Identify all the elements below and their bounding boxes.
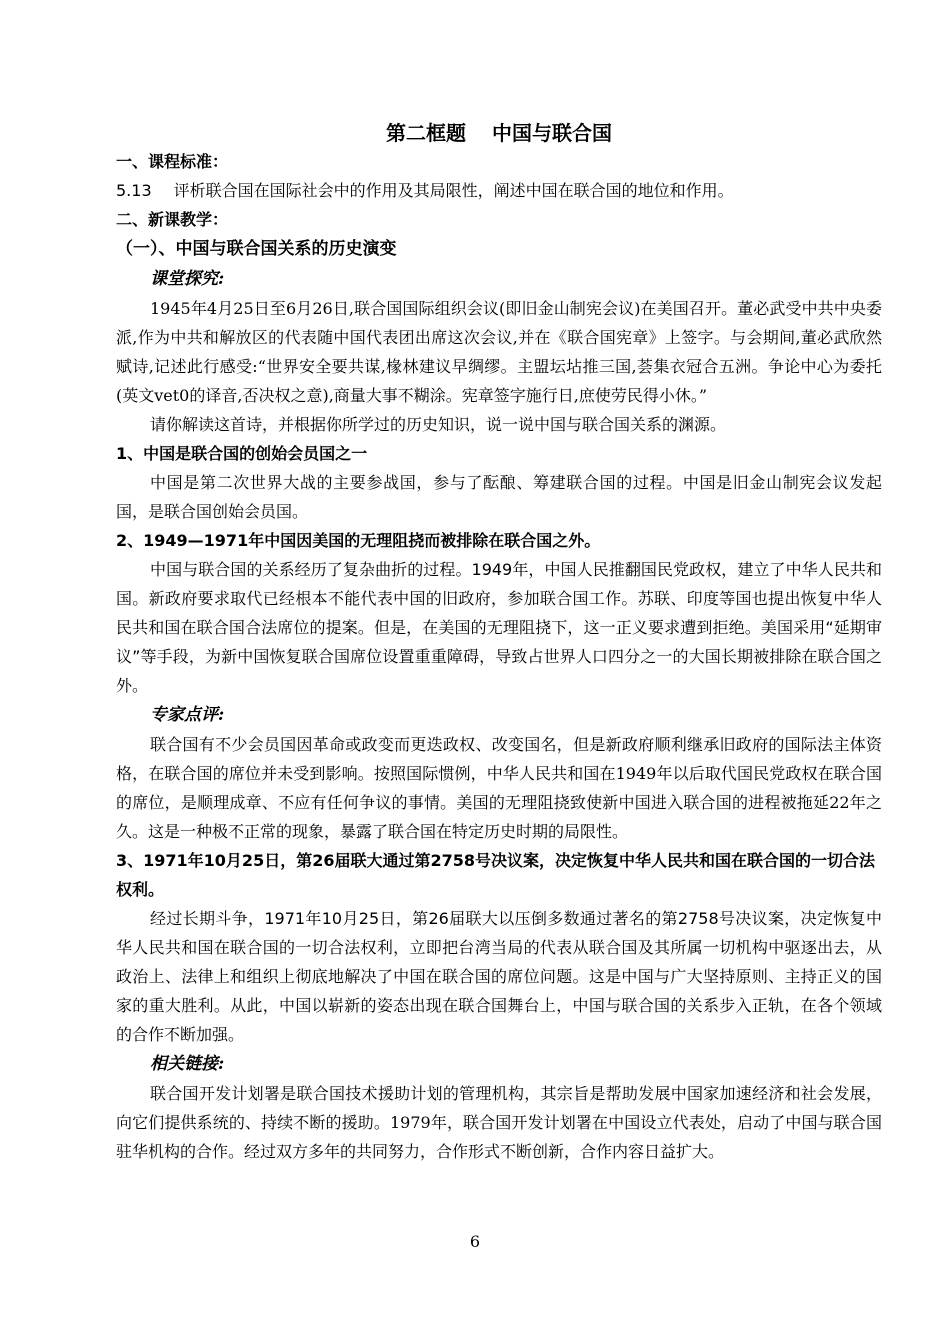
title-right: 中国与联合国: [492, 121, 612, 145]
classroom-explore-label: 课堂探究:: [150, 269, 225, 289]
standard-number: 5.13: [116, 181, 152, 200]
document-page: [116, 118, 882, 1166]
title-left: 第二框题: [386, 121, 466, 145]
section-heading-new-lesson: 二、新课教学：: [116, 210, 229, 229]
explore-paragraph: 1945年4月25日至6月26日,联合国国际组织会议(即旧金山制宪会议)在美国召开。董必武受中共中央委派,作为中共和解放区的代表随中国代表团出席这次会议,并在《联合国宪章》上签字。与会期间,董必武欣然赋诗,记述此行感受:“世界安全要共谋,椽林建议早绸缪。主盟坛坫推三国,荟集衣冠合五洲。争论中心为委托(英文vet0的译音,否决权之意),商量大事不糊涂。宪章签字施行日,庶使劳民得小休。”: [116, 299, 882, 405]
standard-line: [116, 176, 882, 206]
point-2-heading: 2、1949—1971年中国因美国的无理阻挠而被排除在联合国之外。: [116, 531, 601, 550]
point-3-text: 经过长期斗争，1971年10月25日，第26届联大以压倒多数通过著名的第2758号决议案，决定恢复中华人民共和国在联合国的一切合法权利，立即把台湾当局的代表从联合国及其所属一切机构中驱逐出去，从政治上、法律上和组织上彻底地解决了中国在联合国的席位问题。这是中国与广大坚持原则、主持正义的国家的重大胜利。从此，中国以崭新的姿态出现在联合国舞台上，中国与联合国的关系步入正轨，在各个领域的合作不断加强。: [116, 909, 882, 1044]
point-3-heading: 3、1971年10月25日，第26届联大通过第2758号决议案，决定恢复中华人民共和国在联合国的一切合法权利。: [116, 851, 875, 899]
point-1-heading: 1、中国是联合国的创始会员国之一: [116, 444, 368, 463]
page-number: 6: [469, 1232, 481, 1251]
standard-text: 评析联合国在国际社会中的作用及其局限性，阐述中国在联合国的地位和作用。: [173, 181, 734, 200]
related-link-label: 相关链接:: [150, 1054, 225, 1074]
related-link-text: 联合国开发计划署是联合国技术援助计划的管理机构，其宗旨是帮助发展中国家加速经济和社会发展，向它们提供系统的、持续不断的援助。1979年，联合国开发计划署在中国设立代表处，启动了中国与联合国驻华机构的合作。经过双方多年的共同努力，合作形式不断创新，合作内容日益扩大。: [116, 1084, 882, 1161]
expert-comment-label: 专家点评:: [150, 705, 225, 725]
subsection-heading-history: （一）、中国与联合国关系的历史演变: [116, 239, 397, 259]
point-2-text: 中国与联合国的关系经历了复杂曲折的过程。1949年，中国人民推翻国民党政权，建立了中华人民共和国。新政府要求取代已经根本不能代表中国的旧政府，参加联合国工作。苏联、印度等国也提出恢复中华人民共和国在联合国合法席位的提案。但是，在美国的无理阻挠下，这一正义要求遭到拒绝。美国采用“延期审议”等手段，为新中国恢复联合国席位设置重重障碍，导致占世界人口四分之一的大国长期被排除在联合国之外。: [116, 560, 882, 695]
explore-question: 请你解读这首诗，并根据你所学过的历史知识，说一说中国与联合国关系的渊源。: [150, 415, 727, 434]
section-heading-standards: 一、课程标准：: [116, 152, 229, 171]
page-title: [116, 118, 882, 148]
expert-comment-text: 联合国有不少会员国因革命或政变而更迭政权、改变国名，但是新政府顺利继承旧政府的国际法主体资格，在联合国的席位并未受到影响。按照国际惯例，中华人民共和国在1949年以后取代国民党政权在联合国的席位，是顺理成章、不应有任何争议的事情。美国的无理阻挠致使新中国进入联合国的进程被拖延22年之久。这是一种极不正常的现象，暴露了联合国在特定历史时期的局限性。: [116, 735, 882, 841]
point-1-text: 中国是第二次世界大战的主要参战国，参与了酝酿、筹建联合国的过程。中国是旧金山制宪会议发起国，是联合国创始会员国。: [116, 473, 882, 521]
